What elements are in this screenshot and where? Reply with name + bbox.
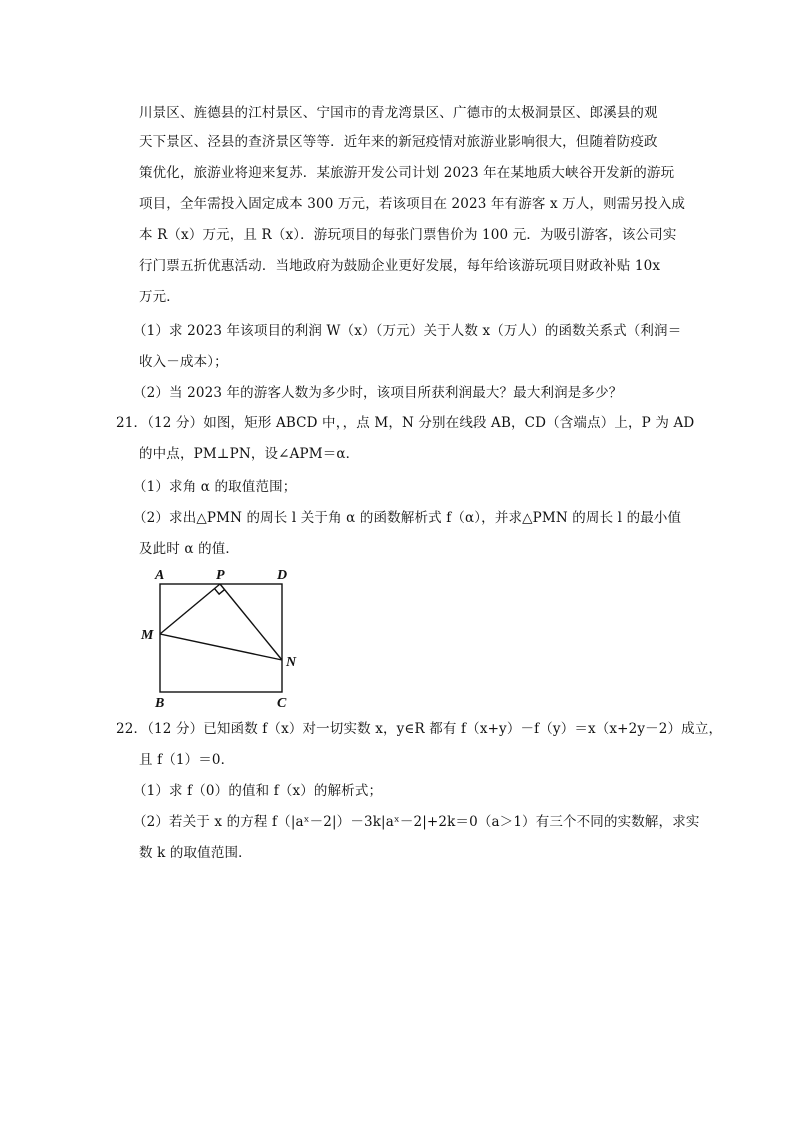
label-b: B	[155, 696, 165, 710]
p20-line-1: 川景区、旌德县的江村景区、宁国市的青龙湾景区、广德市的太极洞景区、郎溪县的观	[139, 105, 658, 121]
p21-line-1: 21．（12 分）如图，矩形 ABCD 中，，点 M，N 分别在线段 AB，CD（含端点）上，P 为 AD	[116, 415, 695, 431]
p22-q2-line-1: （2）若关于 x 的方程 f（|aˣ－2|）－3k|aˣ－2|+2k＝0（a＞1）有三个不同的实数解，求实	[133, 814, 700, 830]
p20-q1-line-1: （1）求 2023 年该项目的利润 W（x）（万元）关于人数 x（万人）的函数关系式（利润＝	[133, 323, 682, 339]
label-n: N	[286, 655, 297, 670]
rectangle-figure	[138, 564, 308, 710]
label-p: P	[216, 568, 225, 583]
p22-q1: （1）求 f（0）的值和 f（x）的解析式；	[133, 783, 383, 799]
p21-q1: （1）求角 α 的取值范围；	[133, 479, 297, 495]
p22-q2-line-2: 数 k 的取值范围．	[139, 845, 252, 861]
p22-line-1: 22．（12 分）已知函数 f（x）对一切实数 x，y∈R 都有 f（x+y）－f（y）＝x（x+2y－2）成立，	[116, 721, 723, 737]
right-angle-mark	[215, 589, 225, 595]
p20-q1-line-2: 收入－成本）；	[139, 354, 228, 370]
p20-line-2: 天下景区、泾县的查济景区等等．近年来的新冠疫情对旅游业影响很大，但随着防疫政	[139, 134, 658, 150]
label-c: C	[277, 696, 287, 710]
rectangle-diagram	[138, 564, 308, 710]
p20-line-6: 行门票五折优惠活动．当地政府为鼓励企业更好发展，每年给该游玩项目财政补贴 10x	[139, 258, 661, 274]
label-m: M	[141, 628, 154, 643]
p20-line-5: 本 R（x）万元，且 R（x）．游玩项目的每张门票售价为 100 元．为吸引游客，该公司实	[139, 227, 677, 243]
p21-line-2: 的中点，PM⊥PN，设∠APM＝α．	[139, 446, 360, 462]
p20-line-7: 万元．	[139, 289, 180, 305]
p22-line-2: 且 f（1）＝0．	[139, 752, 235, 768]
label-a: A	[155, 568, 165, 583]
label-d: D	[277, 568, 288, 583]
p20-line-3: 策优化，旅游业将迎来复苏．某旅游开发公司计划 2023 年在某地质大峡谷开发新的游玩	[139, 165, 675, 181]
p20-q2: （2）当 2023 年的游客人数为多少时，该项目所获利润最大？最大利润是多少？	[133, 385, 623, 401]
p20-line-4: 项目，全年需投入固定成本 300 万元，若该项目在 2023 年有游客 x 万人，则需另投入成	[139, 196, 686, 212]
p21-q2-line-2: 及此时 α 的值．	[139, 541, 240, 557]
p21-q2-line-1: （2）求出△PMN 的周长 l 关于角 α 的函数解析式 f（α），并求△PMN 的周长 l 的最小值	[133, 510, 682, 526]
segment-pm	[160, 584, 220, 634]
